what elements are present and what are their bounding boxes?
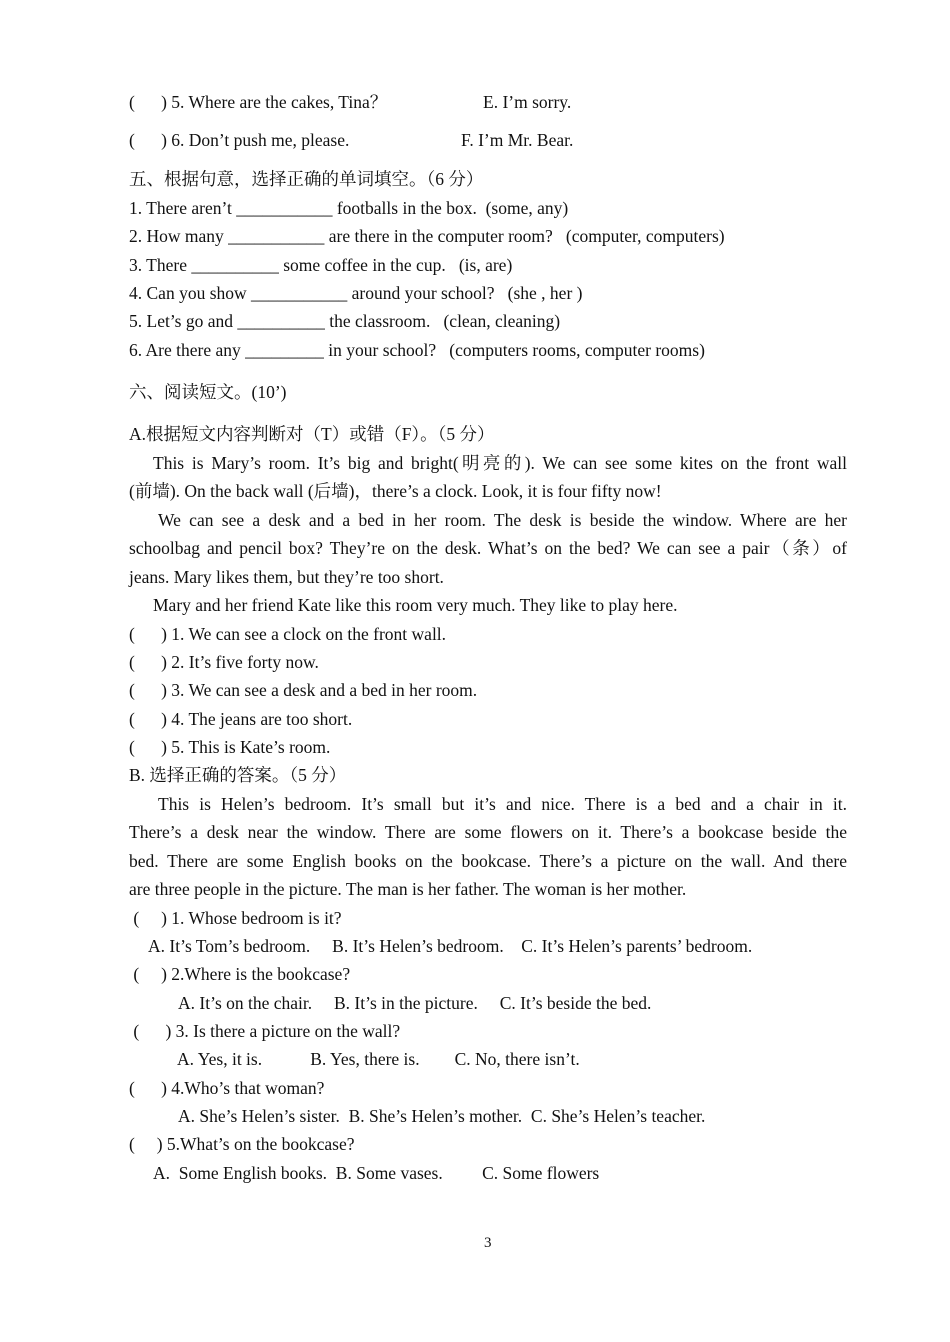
choice-question: ( ) 2.Where is the bookcase?: [129, 964, 351, 984]
passage-b-line: are three people in the picture. The man is her father. The woman is her mother.: [129, 879, 687, 899]
fill-blank-item: 5. Let’s go and __________ the classroom. (clean, cleaning): [129, 311, 561, 331]
true-false-question: ( ) 3. We can see a desk and a bed in her room.: [129, 680, 478, 700]
choice-options: A. It’s Tom’s bedroom. B. It’s Helen’s bedroom. C. It’s Helen’s parents’ bedroom.: [148, 936, 753, 956]
choice-question: ( ) 3. Is there a picture on the wall?: [129, 1021, 401, 1041]
choice-options: A. Yes, it is. B. Yes, there is. C. No, there isn’t.: [177, 1049, 580, 1069]
fill-blank-item: 3. There __________ some coffee in the cup. (is, are): [129, 255, 513, 275]
fill-blank-item: 4. Can you show ___________ around your school? (she , her ): [129, 283, 583, 303]
passage-a-line: (前墙). On the back wall (后墙)，there’s a clock. Look, it is four fifty now!: [129, 481, 662, 501]
passage-a-line: We can see a desk and a bed in her room. The desk is beside the window. Where are her: [158, 510, 847, 530]
choice-options: A. She’s Helen’s sister. B. She’s Helen’s mother. C. She’s Helen’s teacher.: [178, 1106, 706, 1126]
choice-options: A. Some English books. B. Some vases. C. Some flowers: [153, 1163, 600, 1183]
page-number: 3: [484, 1235, 492, 1251]
passage-a-line: jeans. Mary likes them, but they’re too short.: [129, 567, 444, 587]
section-5-heading: 五、根据句意，选择正确的单词填空。（6 分）: [129, 169, 484, 189]
passage-a-line: schoolbag and pencil box? They’re on the desk. What’s on the bed? We can see a pair（条）of: [129, 538, 847, 558]
passage-b-line: This is Helen’s bedroom. It’s small but it’s and nice. There is a bed and a chair in it.: [158, 794, 847, 814]
fill-blank-item: 6. Are there any _________ in your school? (computers rooms, computer rooms): [129, 340, 705, 360]
question-4-5: ( ) 5. Where are the cakes, Tina？: [129, 92, 388, 112]
part-b-heading: B. 选择正确的答案。（5 分）: [129, 765, 347, 785]
fill-blank-item: 1. There aren’t ___________ footballs in the box. (some, any): [129, 198, 569, 218]
passage-a-line: Mary and her friend Kate like this room very much. They like to play here.: [153, 595, 678, 615]
section-6-heading: 六、阅读短文。(10’): [129, 382, 287, 402]
question-4-5-answer: E. I’m sorry.: [483, 92, 572, 112]
true-false-question: ( ) 1. We can see a clock on the front wall.: [129, 624, 447, 644]
passage-a-line: This is Mary’s room. It’s big and bright(明亮的). We can see some kites on the front wall: [153, 453, 847, 473]
choice-options: A. It’s on the chair. B. It’s in the picture. C. It’s beside the bed.: [178, 993, 652, 1013]
true-false-question: ( ) 2. It’s five forty now.: [129, 652, 319, 672]
fill-blank-item: 2. How many ___________ are there in the computer room? (computer, computers): [129, 226, 725, 246]
passage-b-line: bed. There are some English books on the bookcase. There’s a picture on the wall. And there: [129, 851, 847, 871]
question-4-6-answer: F. I’m Mr. Bear.: [461, 130, 574, 150]
choice-question: ( ) 1. Whose bedroom is it?: [129, 908, 342, 928]
part-a-heading: A.根据短文内容判断对（T）或错（F）。（5 分）: [129, 424, 495, 444]
choice-question: ( ) 4.Who’s that woman?: [129, 1078, 325, 1098]
choice-question: ( ) 5.What’s on the bookcase?: [129, 1134, 355, 1154]
true-false-question: ( ) 5. This is Kate’s room.: [129, 737, 331, 757]
true-false-question: ( ) 4. The jeans are too short.: [129, 709, 353, 729]
question-4-6: ( ) 6. Don’t push me, please.: [129, 130, 350, 150]
passage-b-line: There’s a desk near the window. There are some flowers on it. There’s a bookcase beside the: [129, 822, 847, 842]
